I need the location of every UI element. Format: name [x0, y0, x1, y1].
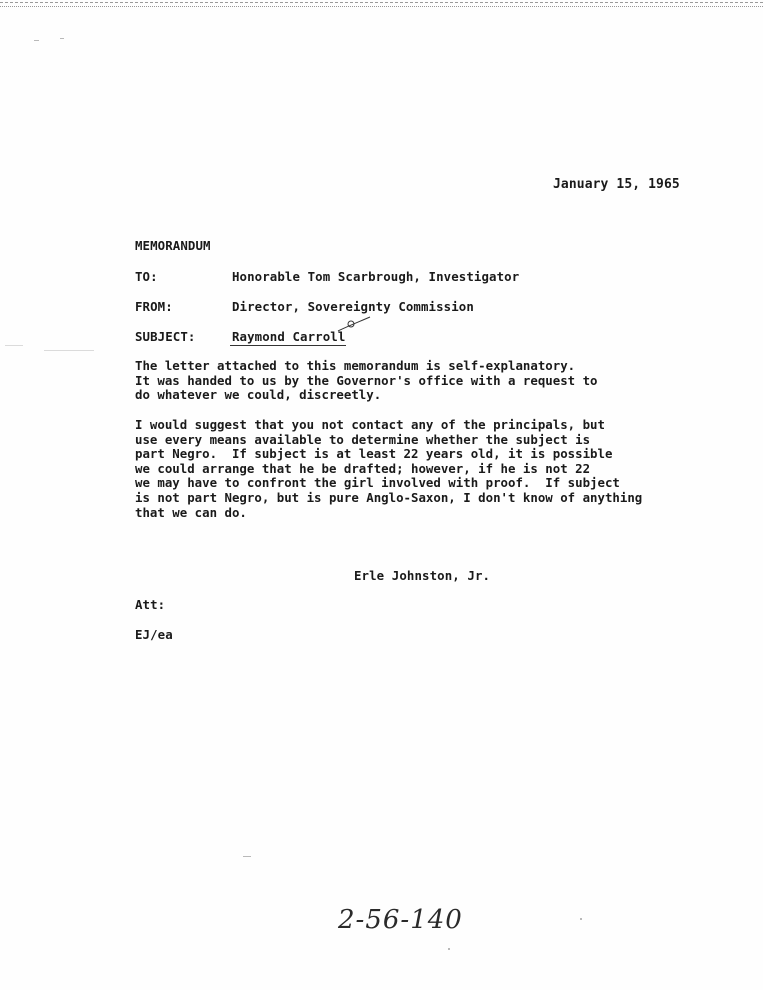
memo-paragraph-1: The letter attached to this memorandum is self-explanatory. It was handed to us by the Governor's office with a request to do whatever we could, discreetly. [135, 358, 598, 403]
scan-speck [243, 856, 251, 857]
scan-speck [60, 38, 64, 39]
scan-top-dash [0, 2, 763, 3]
scan-speck [448, 948, 450, 950]
memo-heading: MEMORANDUM [135, 238, 211, 253]
typist-initials: EJ/ea [135, 627, 173, 642]
pen-check-mark [336, 315, 372, 337]
subject-underline [230, 345, 346, 346]
scan-speck [5, 345, 23, 346]
handwritten-file-number: 2-56-140 [338, 905, 463, 935]
scan-speck [44, 350, 94, 351]
subject-value: Raymond Carroll [232, 329, 346, 344]
scan-speck [34, 40, 39, 41]
signature-name: Erle Johnston, Jr. [354, 568, 491, 583]
scan-speck [580, 918, 582, 920]
to-value: Honorable Tom Scarbrough, Investigator [232, 269, 520, 284]
attachment-label: Att: [135, 597, 166, 612]
to-label: TO: [135, 269, 158, 284]
from-label: FROM: [135, 299, 173, 314]
memo-paragraph-2: I would suggest that you not contact any of the principals, but use every means available to determine whether the subject is part Negro. If subject is at least 22 years old, it is possible we could arrange that he be drafted; however, if he is not 22 we may have to confront the girl involved with proof. If subject is not part Negro, but is pure Anglo-Saxon, I don't know of anything that we can do. [135, 417, 643, 520]
subject-label: SUBJECT: [135, 329, 196, 344]
memo-date: January 15, 1965 [553, 177, 680, 192]
from-value: Director, Sovereignty Commission [232, 299, 474, 314]
